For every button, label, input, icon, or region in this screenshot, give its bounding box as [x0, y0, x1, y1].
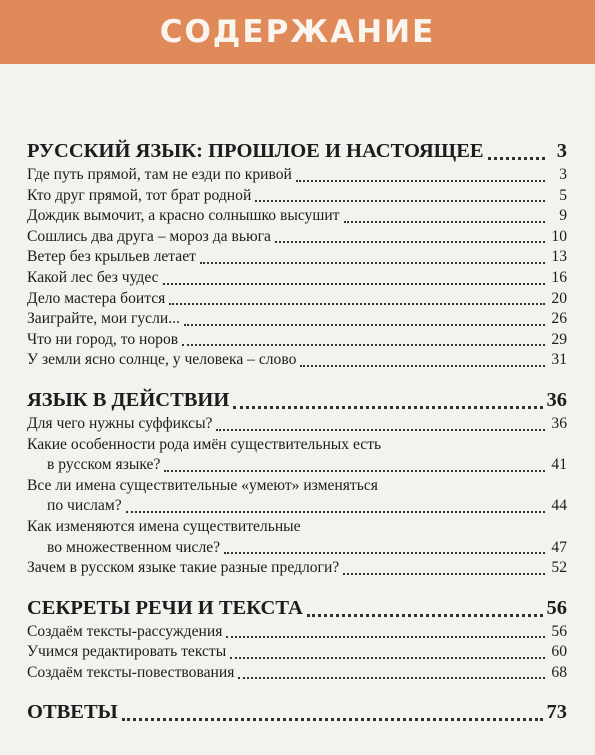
toc-entry[interactable]: [27, 643, 567, 664]
toc-entry[interactable]: [27, 331, 567, 352]
dot-leader: [226, 636, 545, 638]
entry-page-number: 60: [551, 643, 567, 661]
toc-entry[interactable]: [27, 187, 567, 208]
dot-leader: [344, 221, 546, 223]
toc-entry[interactable]: [27, 664, 567, 685]
toc-entry-multiline[interactable]: [27, 518, 567, 559]
toc-entry[interactable]: [27, 248, 567, 269]
entry-page-number: 5: [559, 186, 567, 204]
toc-entry[interactable]: [27, 290, 567, 311]
entry-page-number: 36: [551, 414, 567, 432]
entry-title: Ветер без крыльев летает: [27, 248, 196, 266]
entry-title: Для чего нужны суффиксы?: [27, 414, 213, 432]
section-page-number: 3: [556, 140, 567, 162]
entry-title: Дело мастера боится: [27, 289, 166, 307]
dot-leader: [182, 344, 545, 346]
entry-title: Создаём тексты-повествования: [27, 663, 235, 681]
toc-entry[interactable]: [27, 310, 567, 331]
dot-leader: [230, 657, 545, 659]
toc-entry[interactable]: [27, 269, 567, 290]
dot-leader: [122, 718, 543, 721]
dot-leader: [184, 324, 545, 326]
entry-title: Создаём тексты-рассуждения: [27, 622, 223, 640]
dot-leader: [164, 470, 545, 472]
section-page-number: 73: [546, 701, 567, 724]
entry-title: Кто друг прямой, тот брат родной: [27, 186, 252, 204]
dot-leader: [296, 180, 545, 182]
entry-title: Дождик вымочит, а красно солнышко высушит: [27, 207, 340, 225]
section-title: ОТВЕТЫ: [27, 701, 118, 724]
dot-leader: [216, 429, 545, 431]
toc-entry[interactable]: [27, 415, 567, 436]
section-heading[interactable]: [27, 597, 567, 623]
entry-title-line1: Как изменяются имена существительные: [27, 517, 301, 535]
entry-title-line2: во множественном числе?: [47, 538, 221, 556]
entry-page-number: 9: [559, 207, 567, 225]
toc-entry[interactable]: [27, 559, 567, 580]
dot-leader: [233, 406, 542, 409]
dot-leader: [238, 677, 545, 679]
toc-section: [27, 597, 567, 685]
entry-page-number: 10: [551, 227, 567, 245]
entry-title: Учимся редактировать тексты: [27, 643, 227, 661]
toc-entry-multiline[interactable]: [27, 477, 567, 518]
entry-title: Какой лес без чудес: [27, 268, 159, 286]
entry-page-number: 41: [551, 456, 567, 474]
dot-leader: [343, 573, 545, 575]
header-banner: [0, 0, 595, 64]
toc-entry[interactable]: [27, 351, 567, 372]
section-title: РУССКИЙ ЯЗЫК: ПРОШЛОЕ И НАСТОЯЩЕЕ: [27, 140, 484, 162]
dot-leader: [300, 365, 545, 367]
dot-leader: [275, 241, 545, 243]
entry-page-number: 56: [551, 622, 567, 640]
entry-page-number: 26: [551, 310, 567, 328]
entry-page-number: 68: [551, 663, 567, 681]
entry-title: Сошлись два друга – мороз да вьюга: [27, 227, 271, 245]
entry-title: У земли ясно солнце, у человека – слово: [27, 351, 297, 369]
section-heading[interactable]: [27, 701, 567, 727]
dot-leader: [126, 511, 545, 513]
section-page-number: 56: [546, 596, 567, 619]
toc-entry[interactable]: [27, 207, 567, 228]
entry-title-line1: Все ли имена существительные «умеют» изменяться: [27, 476, 378, 494]
page-title: СОДЕРЖАНИЕ: [159, 14, 436, 50]
section-page-number: 36: [546, 388, 567, 411]
toc-section: [27, 389, 567, 580]
toc-entry[interactable]: [27, 623, 567, 644]
entry-title: Зачем в русском языке такие разные предлоги?: [27, 559, 340, 577]
entry-page-number: 44: [551, 497, 567, 515]
entry-title-line2: в русском языке?: [47, 456, 161, 474]
entry-title: Заиграйте, мои гусли...: [27, 310, 180, 328]
section-heading[interactable]: [27, 389, 567, 415]
table-of-contents: [0, 64, 595, 727]
entry-title: Где путь прямой, там не езди по кривой: [27, 166, 292, 183]
toc-entry-multiline[interactable]: [27, 436, 567, 477]
section-heading[interactable]: [27, 140, 567, 166]
dot-leader: [163, 283, 545, 285]
entry-page-number: 3: [559, 166, 567, 183]
entry-page-number: 31: [551, 351, 567, 369]
entry-title-line1: Какие особенности рода имён существительных есть: [27, 435, 382, 453]
entry-page-number: 52: [551, 559, 567, 577]
dot-leader: [255, 200, 545, 202]
toc-entry[interactable]: [27, 166, 567, 187]
toc-section: [27, 701, 567, 727]
section-title: ЯЗЫК В ДЕЙСТВИИ: [27, 388, 230, 411]
entry-title-line2: по числам?: [47, 497, 122, 515]
toc-entry[interactable]: [27, 228, 567, 249]
entry-page-number: 20: [551, 289, 567, 307]
entry-page-number: 16: [551, 268, 567, 286]
dot-leader: [307, 614, 543, 617]
section-title: СЕКРЕТЫ РЕЧИ И ТЕКСТА: [27, 596, 303, 619]
entry-title: Что ни город, то норов: [27, 330, 179, 348]
entry-page-number: 47: [551, 538, 567, 556]
entry-page-number: 13: [551, 248, 567, 266]
entry-page-number: 29: [551, 330, 567, 348]
dot-leader: [488, 157, 545, 160]
dot-leader: [200, 262, 545, 264]
toc-section: [27, 140, 567, 372]
dot-leader: [224, 552, 545, 554]
dot-leader: [169, 303, 545, 305]
